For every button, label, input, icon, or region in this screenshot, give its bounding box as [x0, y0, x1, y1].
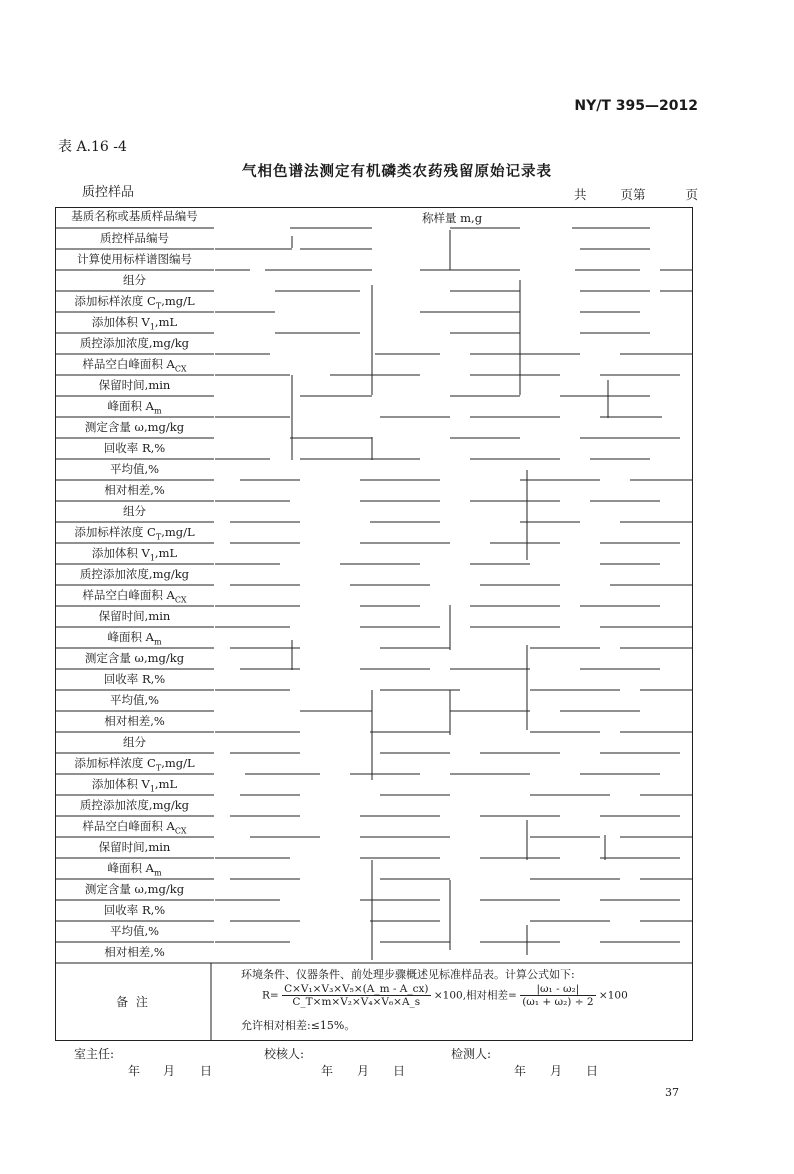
- field-weight-label: 称样量 m,g: [422, 211, 483, 225]
- g2-qc-conc: 质控添加浓度,mg/kg: [79, 567, 190, 581]
- g1-component: 组分: [123, 273, 146, 287]
- date-year-3: 年: [514, 1064, 527, 1078]
- date-year-2: 年: [321, 1064, 334, 1078]
- g3-blank-area: 样品空白峰面积 $A_{CX}$: [82, 819, 187, 836]
- g1-retention: 保留时间,min: [98, 378, 171, 392]
- field-qc-id-label: 质控样品编号: [100, 231, 169, 245]
- g3-component: 组分: [123, 735, 146, 749]
- date-month-2: 月: [357, 1064, 370, 1078]
- date-year-1: 年: [128, 1064, 141, 1078]
- formula-d-numerator: |ω₁ - ω₂|: [520, 983, 595, 996]
- remarks-line3: 允许相对相差:≤15%。: [241, 1019, 356, 1032]
- g3-measured: 测定含量 ω,mg/kg: [84, 882, 185, 896]
- g2-peak-area: 峰面积 $A_m$: [107, 630, 162, 647]
- g1-peak-area: 峰面积 $A_m$: [107, 399, 162, 416]
- g1-qc-conc: 质控添加浓度,mg/kg: [79, 336, 190, 350]
- g2-blank-area: 样品空白峰面积 $A_{CX}$: [82, 588, 187, 605]
- date-day-3: 日: [586, 1064, 599, 1078]
- g1-rel-diff: 相对相差,%: [104, 483, 165, 497]
- g1-blank-area: 样品空白峰面积 $A_{CX}$: [82, 357, 187, 374]
- formula-r-numerator: C×V₁×V₃×V₅×(A_m - A_cx): [284, 983, 429, 995]
- signature-checker: 校核人:: [264, 1047, 305, 1061]
- g1-measured: 测定含量 ω,mg/kg: [84, 420, 185, 434]
- g1-add-volume: 添加体积 $V_1,mL$: [91, 315, 178, 332]
- g3-mean: 平均值,%: [109, 924, 160, 938]
- page-title: 气相色谱法测定有机磷类农药残留原始记录表: [242, 163, 552, 180]
- date-day-2: 日: [393, 1064, 406, 1078]
- signature-chief: 室主任:: [74, 1047, 115, 1061]
- standard-number: NY/T 395—2012: [574, 98, 698, 114]
- date-month-3: 月: [550, 1064, 563, 1078]
- page-total-label: 共: [574, 187, 587, 202]
- g2-std-conc: 添加标样浓度 $C_T,mg/L$: [74, 525, 195, 542]
- field-matrix-label: 基质名称或基质样品编号: [71, 209, 198, 223]
- g2-component: 组分: [123, 504, 146, 518]
- page-current-label: 页第: [620, 187, 646, 202]
- g3-peak-area: 峰面积 $A_m$: [107, 861, 162, 878]
- g2-add-volume: 添加体积 $V_1,mL$: [91, 546, 178, 563]
- g2-rel-diff: 相对相差,%: [104, 714, 165, 728]
- formula-d-denominator: (ω₁ + ω₂) ÷ 2: [522, 996, 594, 1008]
- g3-recovery: 回收率 R,%: [103, 903, 166, 917]
- signature-tester: 检测人:: [451, 1047, 492, 1061]
- g1-mean: 平均值,%: [109, 462, 160, 476]
- g1-recovery: 回收率 R,%: [103, 441, 166, 455]
- g2-measured: 测定含量 ω,mg/kg: [84, 651, 185, 665]
- remarks-line1: 环境条件、仪器条件、前处理步骤概述见标准样品表。计算公式如下:: [241, 968, 575, 981]
- date-day-1: 日: [200, 1064, 213, 1078]
- table-number: 表 A.16 -4: [58, 139, 127, 155]
- g3-add-volume: 添加体积 $V_1,mL$: [91, 777, 178, 794]
- formula-mid: ×100,相对相差=: [433, 989, 517, 1002]
- g1-std-conc: 添加标样浓度 $C_T,mg/L$: [74, 294, 195, 311]
- page-suffix-label: 页: [685, 187, 699, 202]
- g2-mean: 平均值,%: [109, 693, 160, 707]
- g3-retention: 保留时间,min: [98, 840, 171, 854]
- formula-r-denominator: C_T×m×V₂×V₄×V₆×A_s: [292, 996, 421, 1008]
- page-number: 37: [665, 1086, 679, 1099]
- sample-category: 质控样品: [82, 185, 135, 200]
- field-chart-id-label: 计算使用标样谱图编号: [77, 252, 192, 266]
- g2-retention: 保留时间,min: [98, 609, 171, 623]
- remarks-label: 备 注: [116, 995, 150, 1009]
- g3-qc-conc: 质控添加浓度,mg/kg: [79, 798, 190, 812]
- g3-std-conc: 添加标样浓度 $C_T,mg/L$: [74, 756, 195, 773]
- remarks-formula: R= $\frac{\text{C×V₁×V₃×V₅×(A\_m - A\_cx)}}{\text{C\_T×m×V₂×V₄×V₆×A\_s}}$ ×100,相对相差= $\frac{\text{|ω₁ - ω₂|}}{\text{(ω₁ + ω₂) ÷ 2}}$ ×100: [262, 983, 628, 1008]
- g3-rel-diff: 相对相差,%: [104, 945, 165, 959]
- g2-recovery: 回收率 R,%: [103, 672, 166, 686]
- date-month-1: 月: [163, 1064, 176, 1078]
- formula-tail: ×100: [598, 989, 628, 1002]
